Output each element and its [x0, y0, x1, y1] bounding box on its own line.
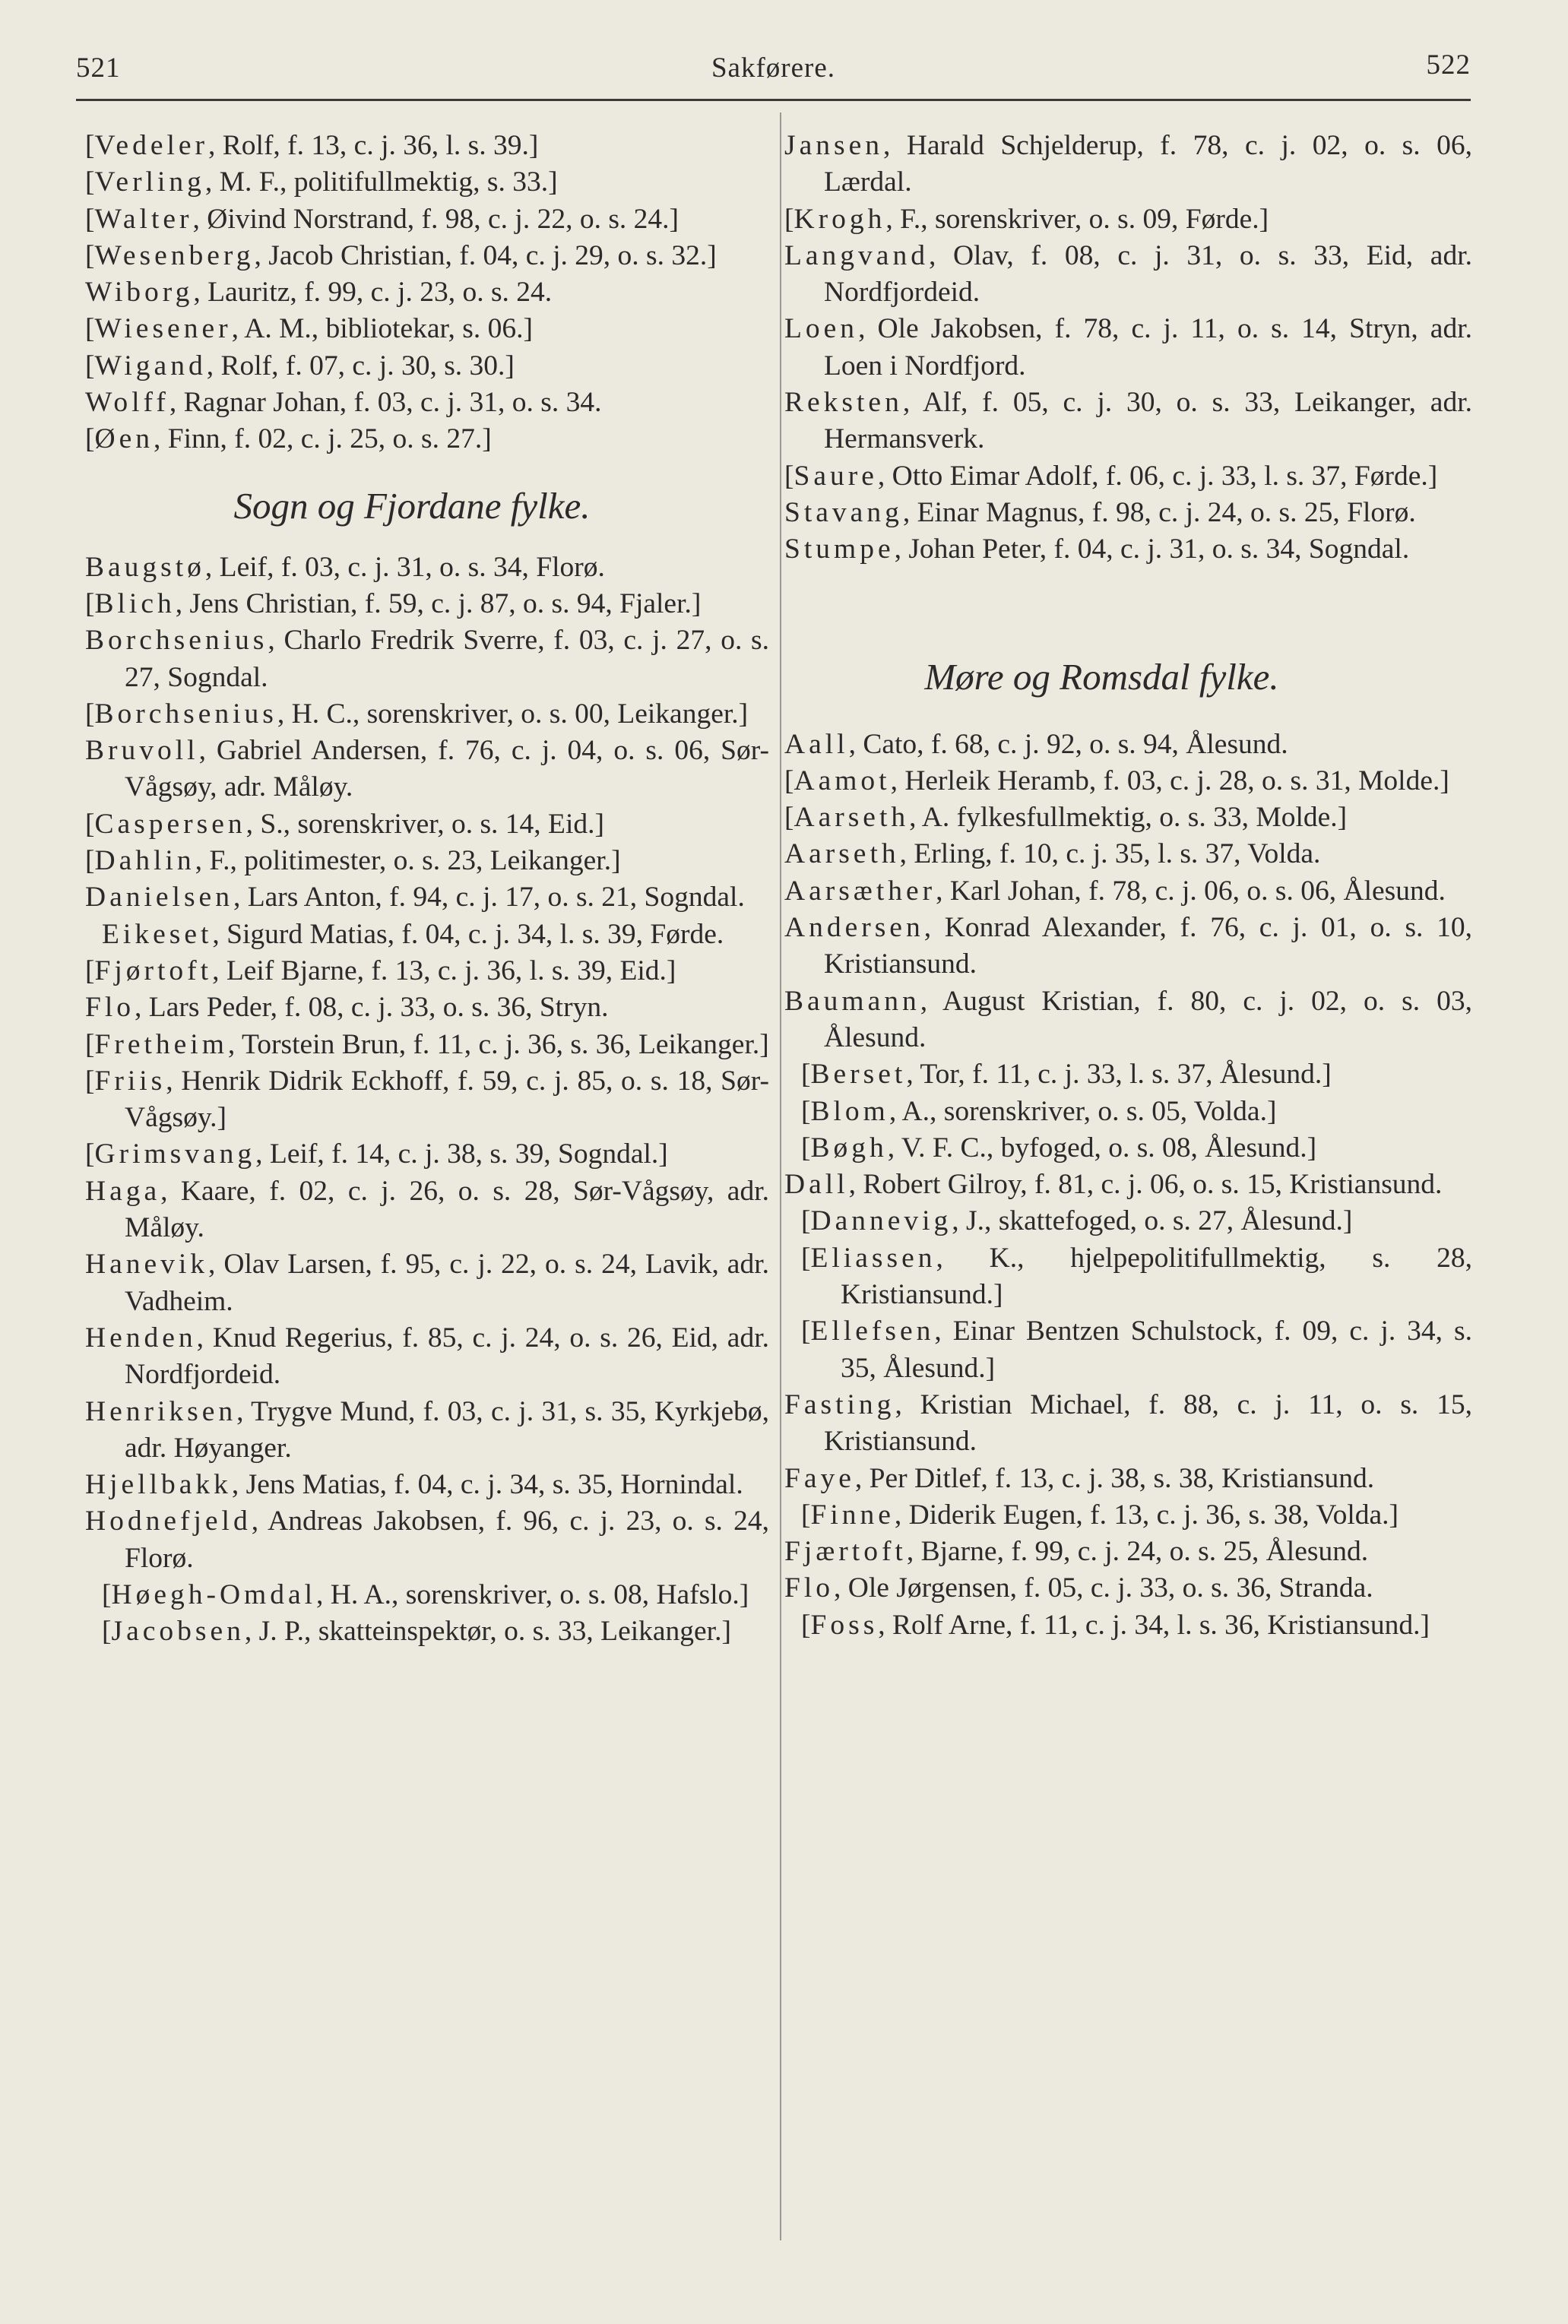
entry-details: , Johan Peter, f. 04, c. j. 31, o. s. 34, Sogndal. — [894, 534, 1410, 565]
directory-entry — [85, 421, 769, 458]
entry-bracket: [ — [801, 1242, 811, 1274]
entry-surname: Jacobsen — [111, 1616, 245, 1648]
entry-surname: Eliassen — [810, 1242, 936, 1274]
entry-bracket: [ — [85, 808, 95, 840]
entry-surname: Verling — [94, 166, 205, 198]
directory-entry — [85, 806, 769, 843]
directory-entry — [102, 917, 769, 953]
entry-surname: Blich — [94, 587, 176, 619]
entry-details: , Jens Matias, f. 04, c. j. 34, s. 35, Hornindal. — [231, 1469, 743, 1501]
directory-entry — [85, 348, 769, 385]
directory-entry — [85, 128, 769, 164]
entry-surname: Blom — [810, 1095, 889, 1127]
directory-entry — [85, 1320, 769, 1394]
directory-entry — [801, 1094, 1472, 1130]
entry-details: , Konrad Alexander, f. 76, c. j. 01, o. s. 10, Kristiansund. — [824, 912, 1472, 980]
directory-entry — [85, 953, 769, 989]
directory-entry — [784, 1167, 1472, 1203]
entry-details: , Charlo Fredrik Sverre, f. 03, c. j. 27, o. s. 27, Sogndal. — [125, 625, 769, 693]
entry-details: , Leif, f. 03, c. j. 31, o. s. 34, Florø. — [204, 551, 605, 583]
entry-bracket: [ — [801, 1316, 811, 1347]
entry-bracket: [ — [801, 1205, 811, 1237]
entry-bracket: [ — [801, 1609, 811, 1641]
entry-surname: Reksten — [784, 387, 903, 419]
directory-entry — [801, 1607, 1472, 1644]
entry-details: , Andreas Jakobsen, f. 96, c. j. 23, o. s. 24, Florø. — [125, 1506, 769, 1574]
entry-details: , Diderik Eugen, f. 13, c. j. 36, s. 38, Volda.] — [894, 1499, 1399, 1531]
entry-surname: Høegh-Omdal — [111, 1578, 317, 1610]
directory-entry — [784, 495, 1472, 531]
directory-entry — [85, 549, 769, 586]
directory-entry — [801, 1240, 1472, 1314]
directory-entry — [85, 274, 769, 311]
left-entries-top — [85, 128, 769, 458]
left-entries-bottom — [85, 549, 769, 1651]
directory-entry — [102, 1613, 769, 1650]
directory-entry — [85, 586, 769, 622]
entry-bracket: [ — [784, 765, 794, 796]
entry-bracket: [ — [784, 802, 794, 834]
directory-entry — [784, 201, 1472, 238]
left-column — [85, 128, 769, 1651]
directory-entry — [85, 989, 769, 1026]
directory-entry — [784, 458, 1472, 495]
entry-surname: Wigand — [94, 350, 207, 382]
entry-details: , Karl Johan, f. 78, c. j. 06, o. s. 06, Ålesund. — [936, 875, 1446, 907]
entry-surname: Wiborg — [85, 277, 194, 309]
entry-surname: Hanevik — [85, 1249, 209, 1281]
entry-details: , H. A., sorenskriver, o. s. 08, Hafslo.] — [316, 1578, 749, 1610]
entry-bracket: [ — [85, 350, 95, 382]
entry-bracket: [ — [85, 166, 95, 198]
directory-entry — [85, 1467, 769, 1503]
entry-surname: Aall — [784, 728, 849, 760]
entry-surname: Dahlin — [94, 845, 195, 877]
header-rule — [76, 99, 1471, 101]
entry-details: , Herleik Heramb, f. 03, c. j. 28, o. s. 31, Molde.] — [890, 765, 1449, 796]
entry-details: , V. F. C., byfoged, o. s. 08, Ålesund.] — [887, 1132, 1317, 1164]
directory-entry — [801, 1203, 1472, 1240]
entry-details: , M. F., politifullmektig, s. 33.] — [204, 166, 558, 198]
entry-surname: Dannevig — [810, 1205, 952, 1237]
directory-entry — [85, 1173, 769, 1247]
directory-entry — [784, 799, 1472, 836]
region-heading-sogn-og-fjordane: Sogn og Fjordane fylke. — [233, 484, 591, 527]
entry-surname: Stumpe — [784, 534, 895, 565]
entry-details: , F., sorenskriver, o. s. 09, Førde.] — [885, 203, 1269, 235]
entry-details: , Ole Jørgensen, f. 05, c. j. 33, o. s. 36, Stranda. — [834, 1572, 1373, 1604]
entry-surname: Baugstø — [85, 551, 205, 583]
entry-surname: Wolff — [85, 387, 169, 419]
entry-surname: Grimsvang — [94, 1138, 256, 1170]
entry-details: , Harald Schjelderup, f. 78, c. j. 02, o. s. 06, Lærdal. — [824, 130, 1472, 198]
entry-details: , A. fylkesfullmektig, o. s. 33, Molde.] — [909, 802, 1348, 834]
entry-bracket: [ — [801, 1095, 811, 1127]
running-title: Sakførere. — [711, 52, 836, 84]
entry-surname: Fasting — [784, 1388, 895, 1420]
entry-surname: Friis — [94, 1065, 166, 1097]
entry-surname: Krogh — [794, 203, 886, 235]
entry-surname: Foss — [810, 1609, 879, 1641]
entry-surname: Henden — [85, 1322, 197, 1354]
entry-details: , Einar Magnus, f. 98, c. j. 24, o. s. 25, Florø. — [902, 496, 1416, 528]
entry-bracket: [ — [801, 1132, 811, 1164]
entry-bracket: [ — [85, 1065, 95, 1097]
entry-bracket: [ — [85, 587, 95, 619]
entry-surname: Borchsenius — [94, 698, 277, 730]
entry-details: , Leif, f. 14, c. j. 38, s. 39, Sogndal.] — [255, 1138, 668, 1170]
entry-surname: Aarsæther — [784, 875, 936, 907]
entry-bracket: [ — [102, 1616, 112, 1648]
entry-details: , Kaare, f. 02, c. j. 26, o. s. 28, Sør-Vågsøy, adr. Måløy. — [125, 1175, 769, 1244]
entry-details: , Olav Larsen, f. 95, c. j. 22, o. s. 24, Lavik, adr. Vadheim. — [125, 1249, 769, 1317]
entry-details: , Bjarne, f. 99, c. j. 24, o. s. 25, Ålesund. — [906, 1536, 1369, 1568]
entry-surname: Hjellbakk — [85, 1469, 232, 1501]
entry-surname: Jansen — [784, 130, 883, 161]
directory-entry — [85, 1063, 769, 1137]
entry-details: , Sigurd Matias, f. 04, c. j. 34, l. s. 39, Førde. — [212, 918, 724, 950]
entry-details: , Olav, f. 08, c. j. 31, o. s. 33, Eid, adr. Nordfjordeid. — [824, 239, 1472, 309]
entry-details: , Otto Eimar Adolf, f. 06, c. j. 33, l. s. 37, Førde.] — [877, 460, 1438, 492]
directory-entry — [102, 1577, 769, 1613]
entry-bracket: [ — [784, 460, 794, 492]
right-entries-top — [784, 128, 1472, 568]
directory-entry — [85, 1246, 769, 1320]
directory-entry — [784, 763, 1472, 799]
directory-entry — [85, 843, 769, 879]
directory-entry — [85, 385, 769, 421]
directory-entry — [784, 1461, 1472, 1497]
entry-surname: Faye — [784, 1462, 855, 1494]
directory-entry — [784, 1570, 1472, 1607]
entry-details: , Trygve Mund, f. 03, c. j. 31, s. 35, Kyrkjebø, adr. Høyanger. — [125, 1395, 769, 1464]
entry-details: , Rolf, f. 07, c. j. 30, s. 30.] — [206, 350, 515, 382]
entry-surname: Flo — [784, 1572, 835, 1604]
column-divider — [780, 112, 781, 2240]
entry-details: , F., politimester, o. s. 23, Leikanger.] — [195, 845, 621, 877]
entry-bracket: [ — [85, 239, 95, 271]
entry-details: , Robert Gilroy, f. 81, c. j. 06, o. s. 15, Kristiansund. — [848, 1169, 1443, 1201]
entry-details: , K., hjelpepolitifullmektig, s. 28, Kristiansund.] — [841, 1242, 1472, 1311]
entry-details: , Tor, f. 11, c. j. 33, l. s. 37, Ålesund.] — [906, 1059, 1332, 1091]
directory-entry — [85, 733, 769, 806]
page-number-left: 521 — [76, 52, 121, 84]
entry-details: , J., skattefoged, o. s. 27, Ålesund.] — [952, 1205, 1353, 1237]
directory-entry — [801, 1313, 1472, 1387]
entry-surname: Aamot — [794, 765, 891, 796]
entry-surname: Wesenberg — [94, 239, 255, 271]
entry-surname: Loen — [784, 313, 859, 345]
page-number-right: 522 — [1426, 49, 1471, 81]
directory-entry — [85, 1027, 769, 1063]
directory-entry — [801, 1497, 1472, 1534]
entry-details: , Ragnar Johan, f. 03, c. j. 31, o. s. 34. — [169, 387, 602, 419]
entry-surname: Hodnefjeld — [85, 1506, 252, 1537]
entry-surname: Stavang — [784, 496, 903, 528]
page-header — [76, 44, 1471, 97]
entry-details: , Øivind Norstrand, f. 98, c. j. 22, o. s. 24.] — [192, 203, 679, 235]
entry-surname: Bøgh — [810, 1132, 888, 1164]
entry-details: , Lars Anton, f. 94, c. j. 17, o. s. 21, Sogndal. — [233, 882, 745, 913]
entry-details: , Lars Peder, f. 08, c. j. 33, o. s. 36, Stryn. — [135, 992, 609, 1024]
entry-bracket: [ — [85, 1028, 95, 1060]
entry-details: , J. P., skatteinspektør, o. s. 33, Leikanger.] — [244, 1616, 731, 1648]
directory-entry — [85, 311, 769, 347]
entry-surname: Henriksen — [85, 1395, 237, 1427]
entry-surname: Wiesener — [94, 313, 232, 345]
entry-bracket: [ — [85, 203, 95, 235]
entry-surname: Eikeset — [102, 918, 213, 950]
entry-surname: Fretheim — [94, 1028, 228, 1060]
entry-bracket: [ — [85, 698, 95, 730]
entry-surname: Aarseth — [794, 802, 910, 834]
directory-entry — [85, 622, 769, 696]
directory-entry — [784, 910, 1472, 983]
entry-details: , A., sorenskriver, o. s. 05, Volda.] — [889, 1095, 1277, 1127]
entry-surname: Haga — [85, 1175, 161, 1207]
entry-surname: Vedeler — [94, 130, 209, 161]
entry-details: , August Kristian, f. 80, c. j. 02, o. s. 03, Ålesund. — [824, 985, 1472, 1053]
entry-surname: Dall — [784, 1169, 849, 1201]
directory-entry — [801, 1130, 1472, 1167]
entry-details: , Jens Christian, f. 59, c. j. 87, o. s. 94, Fjaler.] — [175, 587, 702, 619]
entry-bracket: [ — [801, 1499, 811, 1531]
entry-bracket: [ — [85, 130, 95, 161]
entry-details: , Leif Bjarne, f. 13, c. j. 36, l. s. 39, Eid.] — [212, 955, 676, 986]
entry-surname: Danielsen — [85, 882, 233, 913]
directory-entry — [85, 879, 769, 916]
entry-surname: Fjørtoft — [94, 955, 213, 986]
directory-entry — [784, 836, 1472, 872]
entry-surname: Fjærtoft — [784, 1536, 907, 1568]
entry-surname: Bruvoll — [85, 735, 199, 767]
right-entries-bottom — [784, 727, 1472, 1644]
directory-entry — [784, 238, 1472, 312]
entry-surname: Walter — [94, 203, 193, 235]
right-column — [784, 128, 1472, 1644]
directory-entry — [784, 873, 1472, 910]
entry-details: , Cato, f. 68, c. j. 92, o. s. 94, Ålesund. — [848, 728, 1288, 760]
entry-surname: Caspersen — [94, 808, 246, 840]
directory-entry — [784, 1534, 1472, 1570]
entry-details: , Rolf, f. 13, c. j. 36, l. s. 39.] — [208, 130, 539, 161]
directory-entry — [85, 164, 769, 201]
entry-details: , Kristian Michael, f. 88, c. j. 11, o. s. 15, Kristiansund. — [824, 1388, 1472, 1458]
entry-details: , Lauritz, f. 99, c. j. 23, o. s. 24. — [193, 277, 553, 309]
entry-details: , Ole Jakobsen, f. 78, c. j. 11, o. s. 14, Stryn, adr. Loen i Nordfjord. — [824, 313, 1472, 382]
entry-surname: Baumann — [784, 985, 920, 1017]
entry-details: , Henrik Didrik Eckhoff, f. 59, c. j. 85, o. s. 18, Sør-Vågsøy.] — [125, 1065, 769, 1134]
entry-bracket: [ — [85, 1138, 95, 1170]
entry-details: , Erling, f. 10, c. j. 35, l. s. 37, Volda. — [899, 838, 1321, 870]
directory-entry — [784, 531, 1472, 568]
entry-bracket: [ — [784, 203, 794, 235]
directory-entry — [85, 201, 769, 238]
directory-entry — [85, 1136, 769, 1173]
entry-details: , A. M., bibliotekar, s. 06.] — [231, 313, 533, 345]
entry-surname: Aarseth — [784, 838, 900, 870]
entry-surname: Ellefsen — [810, 1316, 935, 1347]
entry-details: , Finn, f. 02, c. j. 25, o. s. 27.] — [153, 423, 492, 455]
directory-entry — [801, 1056, 1472, 1093]
entry-surname: Finne — [810, 1499, 895, 1531]
directory-entry — [784, 128, 1472, 201]
entry-bracket: [ — [85, 955, 95, 986]
entry-details: , Rolf Arne, f. 11, c. j. 34, l. s. 36, Kristiansund.] — [878, 1609, 1430, 1641]
entry-bracket: [ — [85, 313, 95, 345]
directory-entry — [85, 1394, 769, 1468]
directory-entry — [85, 238, 769, 274]
entry-details: , Einar Bentzen Schulstock, f. 09, c. j. 34, s. 35, Ålesund.] — [841, 1316, 1472, 1384]
entry-bracket: [ — [85, 845, 95, 877]
entry-surname: Saure — [794, 460, 878, 492]
entry-surname: Andersen — [784, 912, 924, 944]
entry-bracket: [ — [801, 1059, 811, 1091]
directory-entry — [784, 385, 1472, 458]
entry-surname: Flo — [85, 992, 135, 1024]
entry-surname: Borchsenius — [85, 625, 268, 657]
entry-details: , Torstein Brun, f. 11, c. j. 36, s. 36, Leikanger.] — [227, 1028, 769, 1060]
entry-details: , S., sorenskriver, o. s. 14, Eid.] — [245, 808, 604, 840]
directory-entry — [784, 983, 1472, 1057]
entry-surname: Øen — [94, 423, 154, 455]
entry-details: , Jacob Christian, f. 04, c. j. 29, o. s. 32.] — [254, 239, 717, 271]
entry-details: , Per Ditlef, f. 13, c. j. 38, s. 38, Kristiansund. — [854, 1462, 1375, 1494]
entry-details: , Alf, f. 05, c. j. 30, o. s. 33, Leikanger, adr. Hermansverk. — [824, 387, 1472, 455]
directory-entry — [784, 1387, 1472, 1461]
entry-details: , Knud Regerius, f. 85, c. j. 24, o. s. 26, Eid, adr. Nordfjordeid. — [125, 1322, 769, 1391]
directory-entry — [85, 696, 769, 733]
entry-details: , Gabriel Andersen, f. 76, c. j. 04, o. s. 06, Sør-Vågsøy, adr. Måløy. — [125, 735, 769, 803]
entry-bracket: [ — [85, 423, 95, 455]
directory-entry — [85, 1503, 769, 1577]
directory-entry — [784, 727, 1472, 763]
directory-entry — [784, 311, 1472, 385]
entry-surname: Langvand — [784, 239, 929, 271]
region-heading-more-og-romsdal: Møre og Romsdal fylke. — [924, 655, 1279, 698]
entry-bracket: [ — [102, 1578, 112, 1610]
entry-details: , H. C., sorenskriver, o. s. 00, Leikanger.] — [277, 698, 749, 730]
entry-surname: Berset — [810, 1059, 907, 1091]
